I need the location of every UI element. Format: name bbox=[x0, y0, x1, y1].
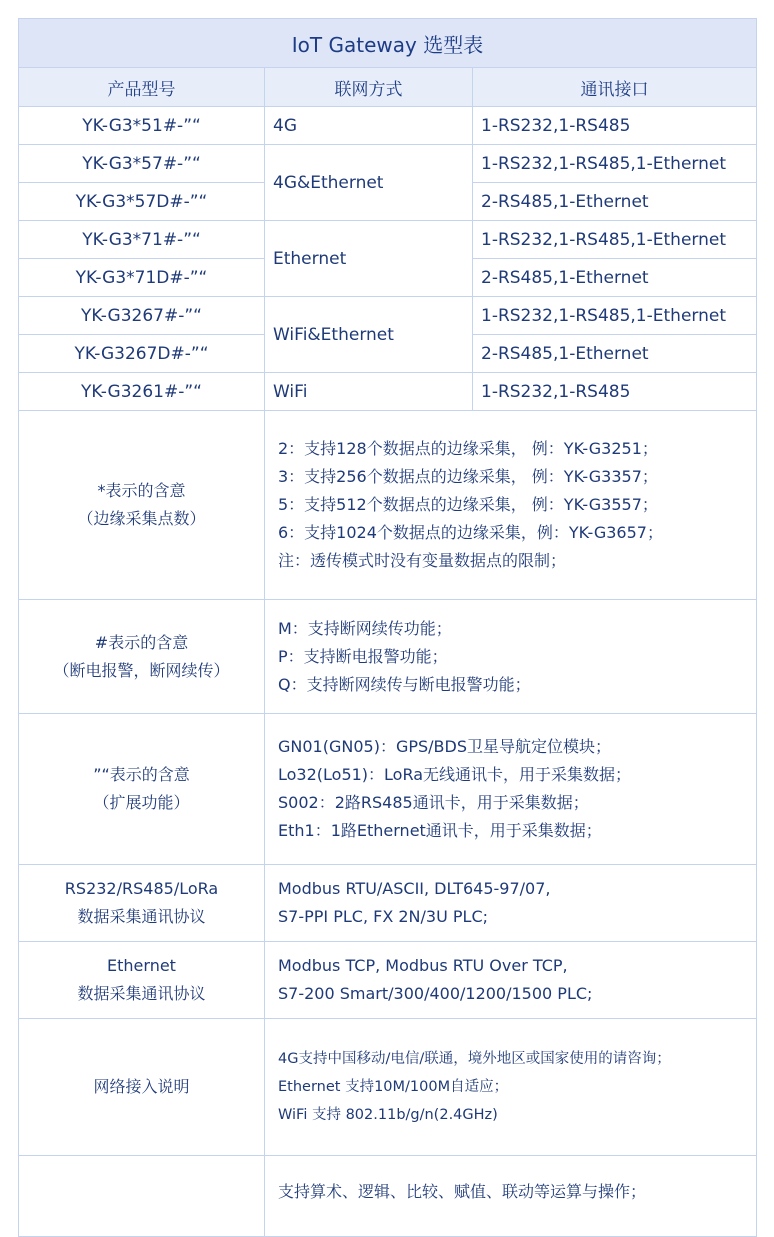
network-cell: 4G bbox=[265, 107, 473, 145]
detail-line: GN01(GN05)：GPS/BDS卫星导航定位模块； bbox=[278, 737, 611, 756]
detail-label-line: Ethernet bbox=[107, 956, 176, 975]
model-cell: YK-G3261#-”“ bbox=[19, 373, 265, 411]
detail-row-operations bbox=[19, 1156, 757, 1237]
detail-line: Eth1：1路Ethernet通讯卡，用于采集数据； bbox=[278, 821, 602, 840]
interface-cell: 1-RS232,1-RS485 bbox=[473, 373, 757, 411]
detail-value bbox=[265, 411, 757, 600]
detail-line: Ethernet 支持10M/100M自适应； bbox=[278, 1079, 509, 1095]
detail-label-line: *表示的含意 bbox=[97, 481, 186, 500]
selection-table bbox=[18, 18, 757, 1237]
detail-row-ethernet-protocol bbox=[19, 942, 757, 1019]
detail-row-serial-protocol bbox=[19, 865, 757, 942]
detail-label-line: 网络接入说明 bbox=[93, 1077, 190, 1096]
detail-label-line: ”“表示的含意 bbox=[93, 765, 190, 784]
interface-cell: 1-RS232,1-RS485,1-Ethernet bbox=[473, 145, 757, 183]
detail-label-line: （扩展功能） bbox=[93, 793, 190, 812]
detail-label bbox=[19, 1156, 265, 1237]
model-cell: YK-G3*57D#-”“ bbox=[19, 183, 265, 221]
detail-label-line: （断电报警，断网续传） bbox=[53, 660, 230, 680]
detail-line: WiFi 支持 802.11b/g/n(2.4GHz) bbox=[278, 1107, 498, 1123]
detail-line: S002：2路RS485通讯卡，用于采集数据； bbox=[278, 793, 589, 812]
selection-table-container bbox=[18, 18, 756, 1237]
detail-label-line: （边缘采集点数） bbox=[77, 509, 206, 528]
model-cell: YK-G3*51#-”“ bbox=[19, 107, 265, 145]
network-cell: 4G&Ethernet bbox=[265, 145, 473, 221]
header-network: 联网方式 bbox=[265, 68, 473, 107]
interface-cell: 1-RS232,1-RS485,1-Ethernet bbox=[473, 297, 757, 335]
detail-line: Lo32(Lo51)：LoRa无线通讯卡，用于采集数据； bbox=[278, 765, 632, 784]
detail-line: 注：透传模式时没有变量数据点的限制； bbox=[278, 551, 567, 570]
detail-row-power-network bbox=[19, 600, 757, 714]
detail-value bbox=[265, 714, 757, 865]
model-cell: YK-G3267#-”“ bbox=[19, 297, 265, 335]
detail-line: 支持算术、逻辑、比较、赋值、联动等运算与操作； bbox=[278, 1182, 647, 1201]
interface-cell: 1-RS232,1-RS485 bbox=[473, 107, 757, 145]
detail-label bbox=[19, 1019, 265, 1156]
detail-line: 2：支持128个数据点的边缘采集， 例：YK-G3251； bbox=[278, 439, 658, 458]
table-row bbox=[19, 145, 757, 183]
detail-label-line: 数据采集通讯协议 bbox=[77, 984, 206, 1003]
model-cell: YK-G3*57#-”“ bbox=[19, 145, 265, 183]
detail-row-network-access bbox=[19, 1019, 757, 1156]
detail-line: Q：支持断网续传与断电报警功能； bbox=[278, 674, 531, 694]
table-row bbox=[19, 221, 757, 259]
model-cell: YK-G3*71#-”“ bbox=[19, 221, 265, 259]
network-cell: WiFi&Ethernet bbox=[265, 297, 473, 373]
detail-row-expansion bbox=[19, 714, 757, 865]
detail-label bbox=[19, 714, 265, 865]
detail-value bbox=[265, 1019, 757, 1156]
detail-line: 6：支持1024个数据点的边缘采集，例：YK-G3657； bbox=[278, 523, 663, 542]
table-row bbox=[19, 373, 757, 411]
interface-cell: 2-RS485,1-Ethernet bbox=[473, 183, 757, 221]
detail-value bbox=[265, 865, 757, 942]
table-title: IoT Gateway 选型表 bbox=[19, 19, 757, 68]
detail-row-edge-points bbox=[19, 411, 757, 600]
interface-cell: 2-RS485,1-Ethernet bbox=[473, 259, 757, 297]
header-interface: 通讯接口 bbox=[473, 68, 757, 107]
model-cell: YK-G3267D#-”“ bbox=[19, 335, 265, 373]
detail-label bbox=[19, 600, 265, 714]
detail-line: Modbus RTU/ASCII, DLT645-97/07, bbox=[278, 879, 551, 898]
detail-value bbox=[265, 600, 757, 714]
detail-label-line: RS232/RS485/LoRa bbox=[64, 879, 219, 898]
detail-line: Modbus TCP, Modbus RTU Over TCP, bbox=[278, 956, 568, 975]
detail-line: M：支持断网续传功能； bbox=[278, 618, 452, 638]
table-row bbox=[19, 107, 757, 145]
detail-line: P：支持断电报警功能； bbox=[278, 646, 448, 666]
detail-label bbox=[19, 865, 265, 942]
detail-line: S7-200 Smart/300/400/1200/1500 PLC; bbox=[278, 984, 593, 1003]
network-cell: Ethernet bbox=[265, 221, 473, 297]
table-row bbox=[19, 297, 757, 335]
network-cell: WiFi bbox=[265, 373, 473, 411]
detail-line: S7-PPI PLC, FX 2N/3U PLC; bbox=[278, 907, 489, 926]
detail-label bbox=[19, 411, 265, 600]
detail-line: 5：支持512个数据点的边缘采集， 例：YK-G3557； bbox=[278, 495, 658, 514]
interface-cell: 1-RS232,1-RS485,1-Ethernet bbox=[473, 221, 757, 259]
detail-label-line: #表示的含意 bbox=[94, 632, 189, 652]
detail-label-line: 数据采集通讯协议 bbox=[77, 907, 206, 926]
detail-line: 3：支持256个数据点的边缘采集， 例：YK-G3357； bbox=[278, 467, 658, 486]
detail-line: 4G支持中国移动/电信/联通，境外地区或国家使用的请咨询； bbox=[278, 1051, 671, 1067]
interface-cell: 2-RS485,1-Ethernet bbox=[473, 335, 757, 373]
model-cell: YK-G3*71D#-”“ bbox=[19, 259, 265, 297]
detail-value bbox=[265, 1156, 757, 1237]
detail-value bbox=[265, 942, 757, 1019]
header-model: 产品型号 bbox=[19, 68, 265, 107]
detail-label bbox=[19, 942, 265, 1019]
